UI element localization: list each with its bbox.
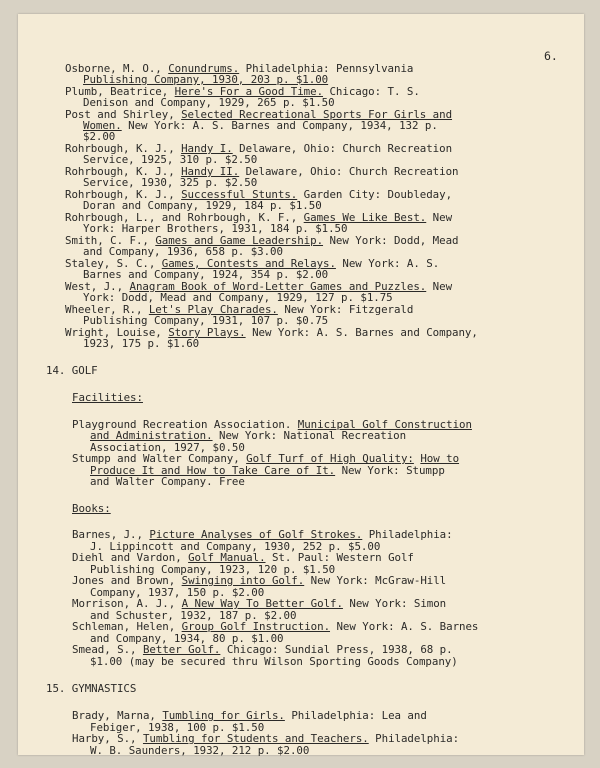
text-line	[72, 392, 143, 403]
text-span: Company, 1937, 150 p. $2.00	[90, 586, 265, 599]
underlined-title: Handy I.	[181, 142, 233, 155]
text-line	[90, 430, 406, 441]
text-span: New York: Simon	[342, 597, 447, 610]
text-span: New York: Fitzgerald	[277, 303, 414, 316]
text-span: and Schuster, 1932, 187 p. $2.00	[90, 609, 297, 622]
text-span: and Company, 1934, 80 p. $1.00	[90, 632, 284, 645]
underlined-title: Tumbling for Students and Teachers.	[142, 732, 369, 745]
text-line	[90, 476, 245, 487]
text-span: Jones and Brown,	[72, 574, 182, 587]
text-span: New	[426, 280, 453, 293]
text-line	[83, 246, 283, 257]
underlined-title: Facilities:	[72, 391, 143, 404]
underlined-title: Golf Manual.	[188, 551, 266, 564]
text-span: New	[426, 211, 453, 224]
document-page	[18, 14, 584, 755]
text-span: W. B. Saunders, 1932, 212 p. $2.00	[90, 744, 310, 757]
text-line	[83, 97, 335, 108]
underlined-title: Anagram Book of Word-Letter Games and Puzzles.	[129, 280, 427, 293]
text-line	[83, 338, 199, 349]
text-span: Rohrbough, K. J.,	[65, 142, 182, 155]
text-span: Post and Shirley,	[65, 108, 182, 121]
text-span: 14. GOLF	[46, 364, 98, 377]
text-span: West, J.,	[65, 280, 130, 293]
text-span: Barnes, J.,	[72, 528, 150, 541]
underlined-title: Better Golf.	[142, 643, 221, 656]
text-span: Delaware, Ohio: Church Recreation	[239, 165, 459, 178]
text-span: Philadelphia:	[362, 528, 453, 541]
text-line	[72, 575, 446, 586]
text-line	[90, 656, 458, 667]
underlined-title: Produce It and How to Take Care of It.	[90, 464, 336, 477]
underlined-title: A New Way To Better Golf.	[181, 597, 343, 610]
text-span: Chicago: T. S.	[323, 85, 420, 98]
text-line	[83, 269, 328, 280]
text-line	[83, 120, 438, 131]
text-line	[72, 598, 446, 609]
underlined-title: Games We Like Best.	[303, 211, 427, 224]
underlined-title: Group Golf Instruction.	[181, 620, 331, 633]
text-span: Schleman, Helen,	[72, 620, 182, 633]
text-span: New York: A. S. Barnes	[330, 620, 479, 633]
underlined-title: Books:	[72, 502, 111, 515]
text-span: Wright, Louise,	[65, 326, 169, 339]
text-span: Association, 1927, $0.50	[90, 441, 245, 454]
text-span: Chicago: Sundial Press, 1938, 68 p.	[220, 643, 453, 656]
underlined-title: Let's Play Charades.	[148, 303, 278, 316]
text-line	[83, 131, 115, 142]
text-span: Febiger, 1938, 100 p. $1.50	[90, 721, 265, 734]
text-span: Doran and Company, 1929, 184 p. $1.50	[83, 199, 322, 212]
underlined-title: and Administration.	[90, 429, 213, 442]
text-span: Plumb, Beatrice,	[65, 85, 175, 98]
text-line	[83, 200, 322, 211]
text-span: Smith, C. F.,	[65, 234, 156, 247]
text-span: Delaware, Ohio: Church Recreation	[232, 142, 453, 155]
text-span: Rohrbough, K. J.,	[65, 165, 182, 178]
text-span: Barnes and Company, 1924, 354 p. $2.00	[83, 268, 329, 281]
text-span: York: Harper Brothers, 1931, 184 p. $1.50	[83, 222, 348, 235]
text-span: Harby, S.,	[72, 732, 143, 745]
text-span: New York: A. S.	[335, 257, 440, 270]
text-span: Garden City: Doubleday,	[297, 188, 453, 201]
underlined-title: Picture Analyses of Golf Strokes.	[149, 528, 363, 541]
underlined-title: Here's For a Good Time.	[174, 85, 324, 98]
text-line	[83, 177, 257, 188]
text-line	[72, 552, 414, 563]
underlined-title: Women.	[83, 119, 122, 132]
text-line	[72, 453, 459, 464]
text-span: J. Lippincott and Company, 1930, 252 p. $5.00	[90, 540, 381, 553]
underlined-title: Successful Stunts.	[181, 188, 298, 201]
text-span: St. Paul: Western Golf	[265, 551, 414, 564]
underlined-title: How to	[420, 452, 460, 465]
text-line	[46, 683, 136, 694]
text-span: Staley, S. C.,	[65, 257, 162, 270]
underlined-title: Handy II.	[181, 165, 240, 178]
text-span: New York: Dodd, Mead	[323, 234, 459, 247]
text-line	[72, 733, 459, 744]
text-line	[90, 745, 309, 756]
text-span: New York: A. S. Barnes and Company, 1934, 132 p.	[121, 119, 438, 132]
text-span: New York: A. S. Barnes and Company,	[245, 326, 478, 339]
text-span: Diehl and Vardon,	[72, 551, 189, 564]
text-span: Philadelphia: Lea and	[284, 709, 427, 722]
underlined-title: Swinging into Golf.	[181, 574, 305, 587]
underlined-title: Conundrums.	[168, 62, 240, 75]
text-span: Service, 1930, 325 p. $2.50	[83, 176, 258, 189]
text-span: Rohrbough, K. J.,	[65, 188, 182, 201]
text-span: 1923, 175 p. $1.60	[83, 337, 200, 350]
text-span: Playground Recreation Association.	[72, 418, 298, 431]
text-span: Philadelphia:	[368, 732, 460, 745]
text-span: New York: Stumpp	[335, 464, 445, 477]
text-span: Philadelphia: Pennsylvania	[239, 62, 414, 75]
text-span: Denison and Company, 1929, 265 p. $1.50	[83, 96, 335, 109]
text-span: Morrison, A. J.,	[72, 597, 182, 610]
text-line	[72, 621, 478, 632]
text-span: Osborne, M. O.,	[65, 62, 169, 75]
text-span: $2.00	[83, 130, 116, 143]
page-number: 6.	[544, 49, 558, 63]
underlined-title: Games and Game Leadership.	[155, 234, 324, 247]
underlined-title: Municipal Golf Construction	[297, 418, 472, 431]
text-span: Service, 1925, 310 p. $2.50	[83, 153, 258, 166]
text-span: Wheeler, R.,	[65, 303, 149, 316]
text-span: and Walter Company. Free	[90, 475, 245, 488]
underlined-title: Publishing Company, 1930, 203 p. $1.00	[83, 73, 329, 86]
underlined-title: Story Plays.	[168, 326, 246, 339]
text-line	[83, 154, 257, 165]
text-span: Brady, Marna,	[72, 709, 163, 722]
text-span: Stumpp and Walter Company,	[72, 452, 247, 465]
text-span: New York: McGraw-Hill	[304, 574, 447, 587]
text-span: and Company, 1936, 658 p. $3.00	[83, 245, 283, 258]
underlined-title: Games, Contests and Relays.	[161, 257, 336, 270]
text-line	[72, 503, 111, 514]
text-line	[83, 292, 393, 303]
text-line	[72, 529, 453, 540]
underlined-title: Tumbling for Girls.	[162, 709, 285, 722]
text-line	[72, 644, 453, 655]
underlined-title: Selected Recreational Sports For Girls and	[181, 108, 453, 121]
text-span: Smead, S.,	[72, 643, 143, 656]
text-line	[46, 365, 98, 376]
text-span: York: Dodd, Mead and Company, 1929, 127 p. $1.75	[83, 291, 393, 304]
text-span: 15. GYMNASTICS	[46, 682, 137, 695]
text-line	[72, 710, 427, 721]
text-span: Rohrbough, L., and Rohrbough, K. F.,	[65, 211, 304, 224]
text-span: $1.00 (may be secured thru Wilson Sporting Goods Company)	[90, 655, 458, 668]
underlined-title: Golf Turf of High Quality:	[246, 452, 414, 465]
text-span: Publishing Company, 1931, 107 p. $0.75	[83, 314, 329, 327]
text-line	[83, 315, 328, 326]
text-span: Publishing Company, 1923, 120 p. $1.50	[90, 563, 336, 576]
text-span: New York: National Recreation	[212, 429, 407, 442]
text-line	[83, 223, 347, 234]
text-line	[83, 74, 328, 85]
